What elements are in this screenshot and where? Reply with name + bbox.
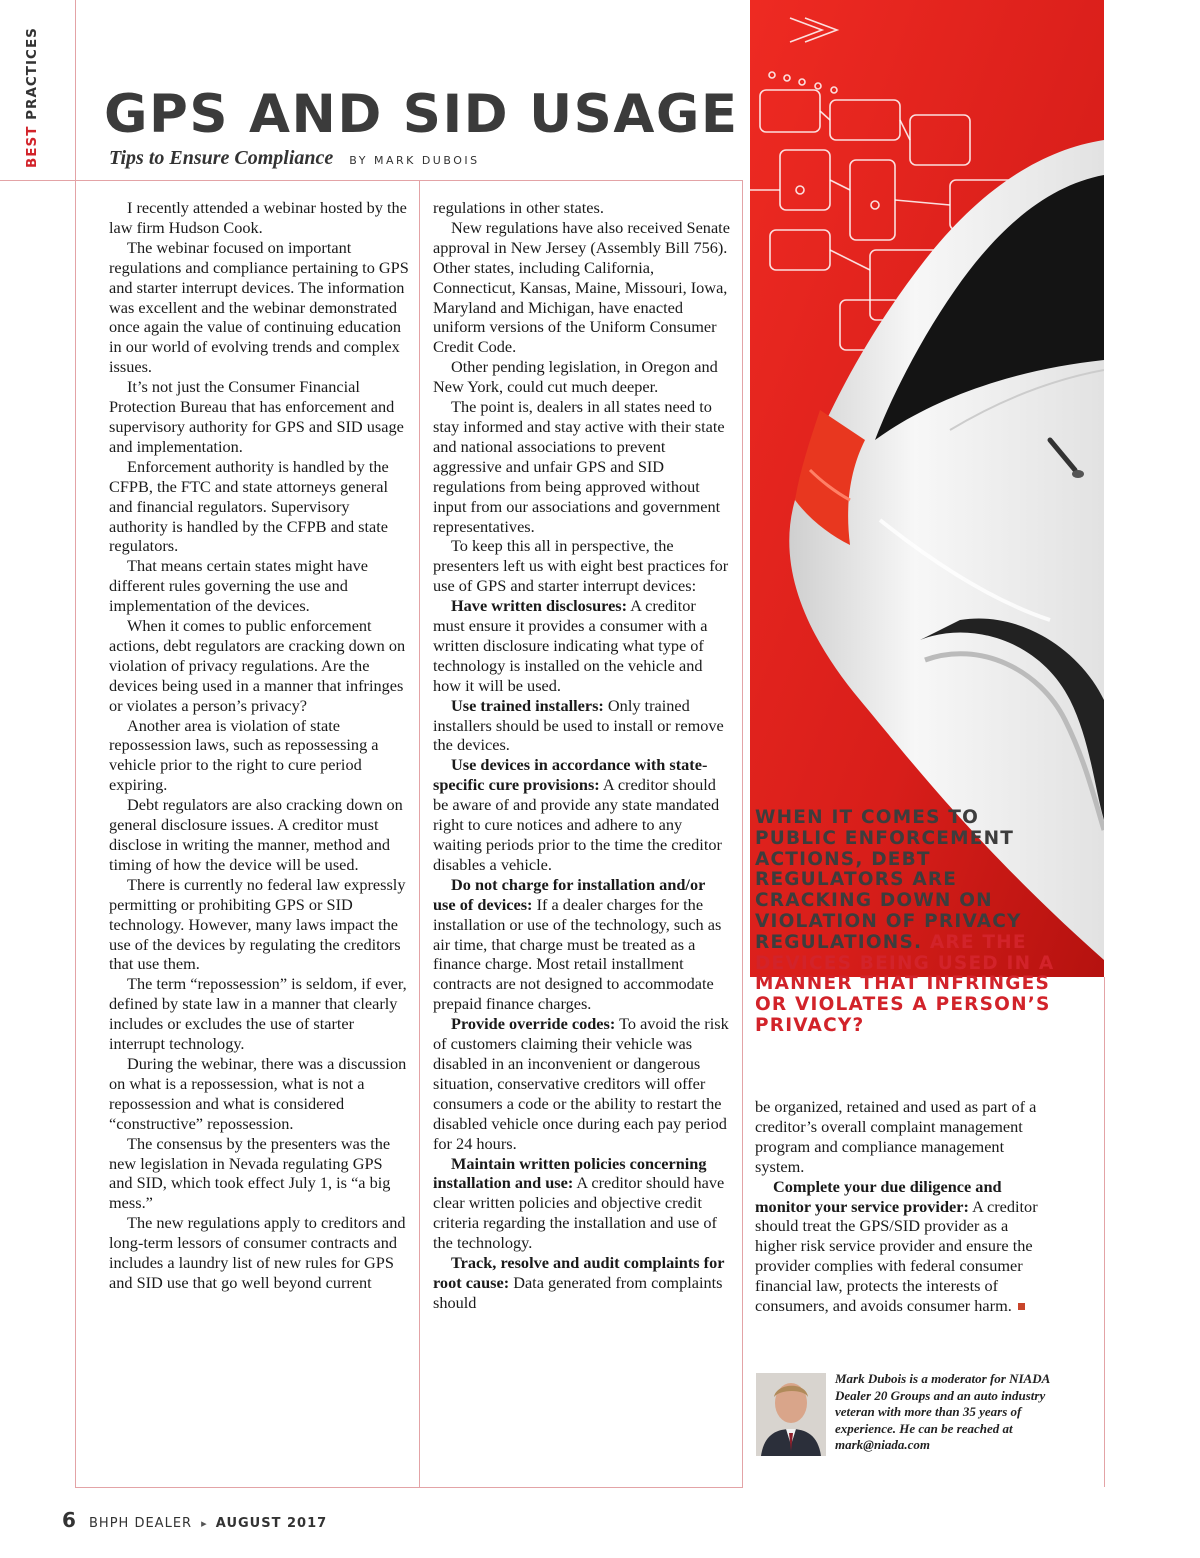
- best-practice-item: [433, 755, 731, 874]
- paragraph: Other pending legislation, in Oregon and New York, could cut much deeper.: [433, 357, 718, 397]
- section-tab: [0, 0, 75, 190]
- paragraph: New regulations have also received Senate approval in New Jersey (Assembly Bill 756). Other states, including California, Connecticut, Kansas, Maine, Missouri, Iowa, Maryland and Michigan, have enacted uniform versions of the Uniform Consumer Credit Code.: [433, 217, 730, 357]
- footer-rule: [75, 1487, 743, 1488]
- magazine-name: BHPH DEALER: [89, 1516, 193, 1531]
- practice-text: A creditor should have clear written policies and objective credit criteria regarding the installation and use of the technology.: [433, 1173, 725, 1253]
- practice-text: A creditor should treat the GPS/SID provider as a higher risk service provider and ensure the provider complies with federal consumer financial law, protects the interests of consumers, and avoids consumer harm.: [755, 1196, 1038, 1316]
- practice-text: A creditor must ensure it provides a consumer with a written disclosure indicating what type of technology is installed on the vehicle and how it will be used.: [433, 596, 708, 695]
- column-divider: [742, 180, 743, 1487]
- paragraph: I recently attended a webinar hosted by the law firm Hudson Cook.: [109, 198, 407, 237]
- paragraph: The webinar focused on important regulations and compliance pertaining to GPS and starter interrupt devices. The information was excellent and the webinar demonstrated once again the value of continuing education in our world of evolving trends and complex issues.: [109, 237, 409, 377]
- practice-heading: Do not charge for installation and/or use of devices:: [433, 874, 706, 914]
- paragraph: The point is, dealers in all states need to stay informed and stay active with their state and national associations to prevent aggressive and unfair GPS and SID regulations from being approved without input from our associations and government representatives.: [433, 397, 725, 536]
- right-edge-rule: [1104, 977, 1105, 1487]
- paragraph: Enforcement authority is handled by the CFPB, the FTC and state attorneys general and financial regulators. Supervisory authority is handled by the CFPB and state regulators.: [109, 456, 389, 556]
- best-practice-item: [433, 875, 731, 1014]
- practice-text: To avoid the risk of customers claiming their vehicle was disabled in an inconvenient or dangerous situation, conservative creditors will offer consumers a code or the ability to restart the disabled vehicle once during each pay period for 24 hours.: [433, 1014, 729, 1153]
- article-subtitle-row: [109, 147, 480, 170]
- pull-quote-lead: WHEN IT COMES TO PUBLIC ENFORCEMENT ACTIONS, DEBT REGULATORS ARE CRACKING DOWN ON VIOLATION OF PRIVACY REGULATIONS.: [755, 807, 1022, 953]
- end-mark-icon: [1018, 1303, 1025, 1310]
- pull-quote-highlight: ARE THE DEVICES BEING USED IN A MANNER THAT INFRINGES OR VIOLATES A PERSON’S PRIVACY?: [755, 931, 1055, 1036]
- article-subtitle: Tips to Ensure Compliance: [109, 147, 334, 169]
- paragraph: The consensus by the presenters was the new legislation in Nevada regulating GPS and SID, which took effect July 1, is “a big mess.”: [109, 1133, 391, 1213]
- issue-date: AUGUST 2017: [215, 1516, 328, 1531]
- paragraph-continued: be organized, retained and used as part of a creditor’s overall complaint management program and compliance management system.: [755, 1097, 1037, 1176]
- best-practice-item: [433, 596, 731, 696]
- practice-text: If a dealer charges for the installation or use of the technology, such as air time, that charge must be treated as a finance charge. Most retail installment contracts are not designed to accommodate prepaid finance charges.: [433, 894, 722, 1014]
- practice-heading: Provide override codes:: [451, 1014, 616, 1034]
- practice-heading: Use trained installers:: [451, 695, 604, 715]
- best-practice-item: [433, 1014, 731, 1153]
- practice-text: Only trained installers should be used to install or remove the devices.: [433, 695, 724, 755]
- article-title: GPS AND SID USAGE: [104, 84, 739, 145]
- pull-quote: [755, 808, 1055, 1037]
- paragraph-continued: regulations in other states.: [433, 198, 604, 217]
- best-practice-item: [433, 1154, 731, 1254]
- section-tab-rule: [75, 0, 76, 180]
- best-practice-item: [433, 1253, 731, 1313]
- practice-text: A creditor should be aware of and provide any state mandated right to cure notices and adhere to any waiting periods prior to the time the creditor disables a vehicle.: [433, 775, 722, 874]
- article-column-1: [109, 198, 409, 1293]
- left-column-rule: [75, 180, 76, 1487]
- byline: BY MARK DUBOIS: [349, 154, 480, 167]
- practice-text: Data generated from complaints should: [433, 1272, 723, 1312]
- author-bio: Mark Dubois is a moderator for NIADA Dealer 20 Groups and an auto industry veteran with more than 35 years of experience. He can be reached at mark@niada.com: [835, 1371, 1050, 1453]
- practice-heading: Maintain written policies concerning installation and use:: [433, 1153, 707, 1193]
- column-divider: [419, 180, 420, 1487]
- paragraph: There is currently no federal law expressly permitting or prohibiting GPS or SID technology. However, many laws impact the use of the devices by regulating the creditors that use them.: [109, 874, 406, 974]
- practice-heading: Use devices in accordance with state-specific cure provisions:: [433, 755, 708, 795]
- paragraph: That means certain states might have different rules governing the use and implementation of the devices.: [109, 556, 368, 616]
- paragraph: When it comes to public enforcement actions, debt regulators are cracking down on violation of privacy regulations. Are the devices being used in a manner that infringes or violates a person’s privacy?: [109, 616, 406, 715]
- paragraph: The new regulations apply to creditors and long-term lessors of consumer contracts and includes a laundry list of new rules for GPS and SID use that go well beyond current: [109, 1213, 406, 1292]
- paragraph: Another area is violation of state repossession laws, such as repossessing a vehicle prior to the right to cure period expiring.: [109, 715, 379, 795]
- page-number: 6: [62, 1508, 76, 1532]
- paragraph: The term “repossession” is seldom, if ever, defined by state law in a manner that clearly includes or excludes the use of starter interrupt technology.: [109, 974, 407, 1054]
- page-footer: [62, 1508, 327, 1532]
- practice-heading: Have written disclosures:: [451, 596, 628, 616]
- chevron-right-icon: ▸: [201, 1517, 207, 1530]
- practice-heading: Track, resolve and audit complaints for root cause:: [433, 1253, 725, 1292]
- best-practice-item: [433, 696, 731, 756]
- paragraph: During the webinar, there was a discussion on what is a repossession, what is not a repossession and what is considered “constructive” repossession.: [109, 1053, 407, 1133]
- author-photo: [756, 1373, 826, 1456]
- paragraph: To keep this all in perspective, the presenters left us with eight best practices for use of GPS and starter interrupt devices:: [433, 536, 729, 596]
- paragraph: Debt regulators are also cracking down on general disclosure issues. A creditor must disclose in writing the manner, method and timing of how the device will be used.: [109, 795, 403, 874]
- best-practice-item: [755, 1177, 1047, 1316]
- header-rule: [0, 180, 742, 181]
- practice-heading: Complete your due diligence and monitor your service provider:: [755, 1176, 1002, 1216]
- article-column-3: [755, 1097, 1047, 1316]
- section-label: BEST PRACTICES: [24, 27, 40, 168]
- paragraph: It’s not just the Consumer Financial Protection Bureau that has enforcement and supervisory authority for GPS and SID usage and implementation.: [109, 377, 404, 456]
- article-column-2: [433, 198, 731, 1313]
